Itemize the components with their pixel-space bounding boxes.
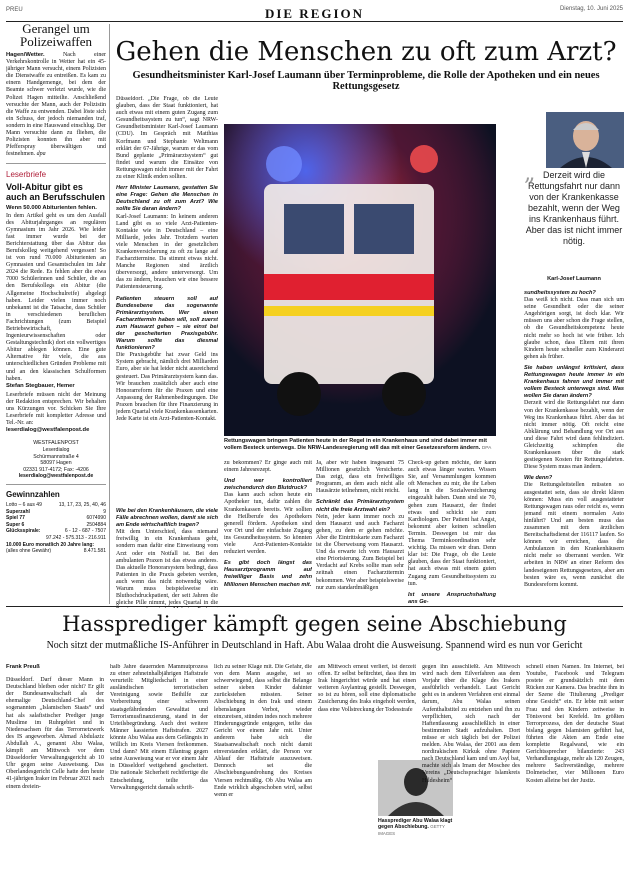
photo-caption (224, 438, 496, 452)
answer: Check-up gehen möchte, der kann auch etwas länger warten. Wissen Sie, auf Versammlungen kommen oft Menschen zu mir, die ihr Leben lang in die Sozialversicherung eingezahlt haben. Dann sind sie 70, gehen zum Hausarzt, der findet etwas und schickt sie zum Kardiologen. Der Patient hat Angst, bekommt aber keinen schnellen Termin. Deswegen ist mir das Thema Terminkoordination sehr wichtig. Da missen wir dran. Denn klar ist: Die Frage, ob die Leute glauben, dass der Staat funktioniert, hat auch etwas mit einem guten Zugang zum Gesundheitssystem zu tun. (408, 460, 496, 587)
divider (6, 484, 106, 485)
letters-kicker: Leserbriefe (6, 170, 47, 180)
answer: Die Rettungsleitstellen müssten so ausgestattet sein, dass sie direkt klären können: Muss ein voll ausgestatteter Rettungswagen raus oder reicht es, wenn jemand mit einem normalen Auto hinfährt? Und am besten muss das zusammen mit dem ärztlichen Bereitschaftsdienst der 116117 laufen. So können wir erreichen, dass die Ambulanzen in den Krankenhäusern nicht mehr so überrannt werden. Wir arbeiten in NRW an einer Reform des landeseigenen Rettungsgesetzes, aber am besten wäre es, wenn zunächst die Bundesreform kommt. (524, 482, 624, 588)
body: schnell einen Namen. Im Internet, bei Youtube, Facebook und Telegram postete er grundsätzlich mit dem Rücken zur Kamera. Das brachte ihm in der Szene die Titulierung „Prediger ohne Gesicht“ ein. Er lebte mit seiner Frau und den Kindern zeitweise in Tönisvorst bei Krefeld. Im größten Terrorprozess, den der deutsche Staat bislang gegen Islamisten geführt hat, führten die Akten am Ende eine komplette Regalwand, wie ein Gerichtssprecher bilanzierte: 243 Verhandlungstage, mehr als 120 Zeugen, mehrere Sachverständige, mehrere Dolmetscher, vier Millionen Euro Kosten alleine bei der Justiz. (526, 664, 624, 784)
photo-credit: GETTY IMAGES (378, 824, 445, 836)
column-divider (109, 24, 110, 604)
lotto-row: (alles ohne Gewähr) 8.471.581 (6, 548, 106, 555)
question: Und wer kontrolliert zwischendurch den Blutdruck? (224, 478, 312, 492)
caption-text: Hassprediger Abu Walaa klagt gegen Abschiebung. (378, 818, 453, 831)
minister-portrait (546, 112, 624, 168)
side-article-headline: Gerangel um Polizeiwaffen (20, 21, 92, 49)
answer: Nein, jeder kann immer noch zu dem Hausarzt und auch Facharzt gehen, zu dem er gehen möchte. Aber die Eintrittskarte zum Facharzt ist die Überweisung vom Hausarzt. Und da erwarte ich vom Hausarzt eine Priorisierung. Zum Beispiel bei Verdacht auf Krebs sollte man sehr zeitnah einen Facharzttermin bekommen. Wer aber beispielsweise nur zum standardmäßigen (316, 513, 404, 591)
portrait-illustration (546, 112, 624, 168)
answer: Karl-Josef Laumann: In keinem anderen Land gibt es so viele Arzt-Patienten-Kontakte wie in Deutschland – eine Milliarde, jedes Jahr. Trotzdem warten viele Menschen in der gesetzlichen Krankenversicherung zu oft zu lange auf Facharzttermine. Da stimmt etwas nicht. Manche Regionen sind ärztlich überversorgt, andere unterversorgt. Um das zu ändern, brauchen wir eine bessere Patientensteuerung. (116, 213, 218, 291)
second-col1 (6, 664, 104, 870)
body: am Mittwoch erneut verliert, ist derzeit offen. Er selbst befürchtet, dass ihm im Irak hingerichtet würde und hat einen weiteren Asylantrag gestellt. Deswegen, so ist zu hören, soll eine diplomatische Zusicherung des Iraks eingeholt werden, dass eine Vollstreckung der Todesstrafe (318, 664, 416, 713)
lotto-row: 10.000 Euro monatlich 20 Jahre lang: (6, 541, 95, 548)
letter-lead: Wenn 50.000 Abiturienten fehlen. (6, 205, 97, 212)
second-headline: Hassprediger kämpft gegen seine Abschiebung (62, 612, 567, 636)
main-col2 (224, 460, 312, 608)
issue-date: Dienstag, 10. Juni 2025 (559, 6, 623, 12)
answer: Derzeit wird die Rettungsfahrt nur dann von der Krankenkasse bezahlt, wenn der Weg ins Krankenhaus führt. Aber das ist nicht immer nötig. Oft reicht eine Abklärung und Behandlung vor Ort aus und diese Fahrt wird dann fehlindiziert. Gleichzeitig schimpfen die Krankenkassen über die stark gestiegenen Kosten für Rettungsfahrten. Diese System muss man ändern. (524, 400, 624, 471)
question: Schränkt das Primärarztsystem nicht die freie Arztwahl ein? (316, 499, 404, 513)
second-col6 (526, 664, 624, 870)
side-article-source: dpa (36, 151, 46, 158)
divider (6, 163, 106, 164)
second-col2 (110, 664, 208, 870)
main-subheadline: Gesundheitsminister Karl-Josef Laumann über Terminprobleme, die Rolle der Apotheken und ein neues Rettungsgesetz (132, 70, 600, 92)
photo-credit: DPA (481, 446, 492, 451)
answer: zu bekommen? Er ginge auch mit einem Jahresrezept. (224, 460, 312, 474)
answer: Mit dem Unterschied, dass niemand freiwillig in ein Krankenhaus geht, sondern man dafür eine Einweisung vom Arzt oder ein Notfall ist. Bei den ambulanten Praxen ist das etwas anderes. Das aktuelle Honorarsystem bedingt, dass Patienten in die Praxis gebeten werden, auch wenn das nicht notwendig wäre. Warum muss beispielsweise ein Bluthochdruckpatient, der seit Jahren die gleiche Pille nimmt, jedes Quartal in die (116, 529, 218, 607)
body: halb Jahre dauernden Mammutprozess zu einer zehneinhalbjährigen Haftstrafe verurteilt: Mitgliedschaft in einer ausländischen terroristischen Vereinigung sowie Beihilfe zur Vorbereitung einer schweren staatsgefährdenden Gewalttat und Terrorismusfinanzierung, stand in der Urteilsbegründung. Auch drei weitere Männer kassierten Haftstrafen. 2027 könnte Abu Walaa aus dem Gefängnis in Willich im Kreis Viersen freikommen. Und dann? Mit einem Eilantrag gegen seine Ausweisung war er vor einem Jahr in Düsseldorf weitgehend gescheitert. Die nationale Sicherheit rechtfertige die Entscheidung, teilte das Verwaltungsgericht damals schrift- (110, 664, 208, 791)
intro: Düsseldorf. „Die Frage, ob die Leute glauben, dass der Staat funktioniert, hat auch etwas mit einem guten Zugang zum Gesundheitssystem zu tun“, sagt NRW-Gesundheitsminister Karl-Josef Laumann (CDU). Im Gespräch mit Matthias Korfmann und Stephanie Weltmann erklärt der 67-Jährige, warum er das vom Bund geplante „Primärarztsystem“ gut findet und warum die Einsätze von Rettungswagen nicht immer mit der Fahrt zu einer Klinik enden sollten. (116, 96, 218, 181)
letter-author: Stefan Stegbauer, Hemer (6, 382, 75, 389)
lotto-row: Glücksspirale: 6 - 12 - 687 - 7507 (6, 528, 106, 535)
address-line: 02331 917-4172; Fax: -4206 (23, 466, 89, 473)
lotto-row: Superzahl 9 (6, 508, 106, 515)
question: Wie denn? (524, 475, 553, 482)
question: Herr Minister Laumann, gestatten Sie eine Frage: Gehen die Menschen in Deutschland zu oft zum Arzt? Wie sollte Sie daran ändern? (116, 185, 218, 213)
answer: Die Praxisgebühr hat zwar Geld ins System gebracht, nämlich drei Milliarden Euro, aber sie hat leider nicht ausreichend gesteuert. Das Primärarztsystem kann das. Wir brauchen zusätzlich aber auch eine Honorarreform für die Praxen und eine Anpassung der Rahmenbedingungen. Die Praxen brauchen für ihre Finanzierung in jedem Quartal viele Krankenkassenkarten. Jede Karte ist ein Arzt-Patienten-Kontakt. (116, 352, 218, 423)
lotto-row: Spiel 77 6074990 (6, 515, 106, 522)
caption-text: Rettungswagen bringen Patienten heute in der Regel in ein Krankenhaus und sind dabei immer mit vollem Besteck unterwegs. Die NRW-Landesregierung will das mit einer Gesetzesreform ändern. (224, 438, 487, 451)
pull-quote-source: Karl-Josef Laumann (547, 276, 601, 282)
letter-headline: Voll-Abitur gibt es auch an Berufsschulen (6, 182, 106, 203)
second-col5 (422, 664, 520, 870)
letter-email[interactable]: leserdialog@westfalenpost.de (6, 427, 90, 434)
question: Sie haben unlängst kritisiert, dass Rettungswagen heute immer in ein Krankenhaus fahren und immer mit vollem Besteck unterwegs sind. Was wollen Sie daran ändern? (524, 364, 624, 400)
side-article-body: Nach einer Verkehrskontrolle in Wetter hat ein 45-jähriger Mann versucht, einem Polizisten die Dienstwaffe zu entreißen. Es kam zu einem Handgemenge, bei dem der Beamte schwer verletzt wurde, wie die Polizei Hagen mitteilte. Anschließend versuchte der Mann, auch der Polizistin die Waffe zu entwenden. Dabei löste sich ein Schuss, der jedoch niemanden traf, sondern in eine Hauswand einschlug. Der Mann versuchte dann zu fliehen, die Polizisten konnten ihn aber mit Pfefferspray überwältigen und festnehmen. (6, 52, 106, 158)
question: sundheitssystem zu hoch? (524, 290, 596, 296)
ambulance-illustration (224, 124, 496, 436)
section-rule (6, 606, 623, 607)
second-subheadline: Noch sitzt der mutmaßliche IS-Anführer in Deutschland in Haft. Abu Walaa droht die Ausweisung. Spannend wird es nun vor Gericht (46, 640, 583, 651)
pull-quote-text: Derzeit wird die Rettungsfahrt nur dann von der Krankenkasse bezahlt, wenn der Weg ins Krankenhaus führt. Aber das ist nicht immer nötig. (525, 170, 623, 246)
lotto-row: 97.242 - 575.313 - 216.911 (46, 534, 106, 541)
answer: Das weiß ich nicht. Dass man sich um seine Gesundheit oder die seiner Angehörigen sorgt, ist doch klar. Wir müssen uns aber schon die Frage stellen, ob die Gesundheitskompetenz heute nicht mehr so hoch ist wie früher. Ich glaube schon, dass Eltern mit ihren Kindern heute schneller zum Kinderarzt gehen als früher. (524, 297, 624, 360)
lotto-title: Gewinnzahlen (6, 489, 60, 499)
main-headline: Gehen die Menschen zu oft zum Arzt? (115, 37, 617, 67)
page-label: PREU (6, 7, 23, 13)
letter-body: In dem Artikel geht es um den Ausfall des Abiturjahrganges an regulären Gymnasium im Jahr 2026. Wie leider fast immer wurde bei der Berichterstattung über das Abitur das Berufskolleg weitgehend vergessen! So ist von rund 70.000 Abiturienten an Gymnasien und Gesamtschulen im Jahr 2024 die Rede. Es fehlen aber die etwa 7000 Schülerinnen und Schüler, die an den Berufskollegs ein Abitur (die Allgemeine Hochschulreife) abgelegt haben. Leider vielen immer noch unbekannt ist die Tatsache, dass Schüler in verschiedenen beruflichen Fachrichtungen (zum Beispiel Betriebswirtschaft, Ingenieurwissenschaften oder Gestaltungstechnik) dort ein vollwertiges Abitur ablegen können. Eine gute Alternative für viele, die aus unterschiedlichen Gründen Probleme mit und an den klassischen Schulformen haben. (6, 212, 106, 382)
ambulance-photo (224, 124, 496, 436)
lotto-table (6, 502, 106, 555)
address-line: Leserdialog (42, 447, 70, 453)
address-line: Schürmannstraße 4 (33, 453, 79, 460)
address-line: 58097 Hagen (40, 460, 72, 467)
main-col3 (316, 460, 404, 608)
lotto-row: Lotto – 6 aus 49 13, 17, 23, 25, 40, 46 (6, 501, 106, 508)
side-article (6, 52, 106, 158)
second-col4 (318, 664, 416, 758)
second-col3 (214, 664, 312, 870)
question: Patienten steuern soll auf Bundesebene das sogenannte Primärarztsystem. Wer einen Facharzttermin haben will, soll zuerst zum Hausarzt gehen – sie einst bei der gescheiterten Praxisgebühr. Warum sollte das diesmal funktionieren? (116, 295, 218, 352)
question: Wie bei den Krankenhäusern, die viele Fälle abrechnen wollen, damit sie sich am Ende wirtschaftlich tragen? (116, 508, 218, 529)
question: Ist unsere Anspruchshaltung ans Ge- (408, 591, 496, 605)
lotto-row: Super 6 2504884 (6, 521, 106, 528)
answer: Das kann auch schon heute ein Apotheker tun, dafür zahlen die Krankenkassen bereits. Wir sollten die Heilberufe des Apothekers generell fördern. Apotheken sind vor Ort und der einfachste Zugang ins Gesundheitssystem. So könnten viele Arzt-Patienten-Kontakte reduziert werden. (224, 492, 312, 556)
address-block (6, 440, 106, 480)
letter-disclaimer: Leserbriefe müssen nicht der Meinung der Redaktion entsprechen. Wir behalten uns Kürzungen vor. Schicken Sie Ihre Leserbriefe mit kompletter Adresse und Tel.-Nr. an: (6, 391, 106, 427)
body: Düsseldorf. Darf dieser Mann in Deutschland bleiben oder nicht? Er gilt der Bundesanwaltschaft als der ehemalige Deutschland-Chef des sogenannten „Islamischen Staats“ und hat als salafistischer Prediger junge Muslime im Ruhrgebiet und in Niedersachsen für das Terrornetzwerk des IS angeworben. Ahmad Abdulaziz Abdullah A., genannt Abu Walaa, kämpft am Mittwoch vor dem Düsseldorfer Verwaltungsgericht ab 10 Uhr gegen seine Ausweisung. Das Oberlandesgericht Celle hatte den heute 41-jährigen Iraker im Februar 2021 nach einem dreiein- (6, 677, 104, 790)
main-col5 (524, 290, 624, 608)
address-email[interactable]: leserdialog@westfalenpost.de (18, 473, 94, 480)
section-title: DIE REGION (264, 6, 365, 21)
body: lich zu seiner Klage mit. Die Gefahr, die von dem Mann ausgehe, sei so schwerwiegend, dass selbst die Belange seiner sieben Kinder dahinter zurückstehen müssten. Seiner Abschiebung in den Irak und einem lebenslangen Verbot, wieder einzureisen, stünden indes noch mehrere Hinderungsgründe entgegen, teilte das Gericht vor einem Jahr mit. Unter anderem habe sich die Staatsanwaltschaft noch nicht damit einverstanden erklärt, die Person vor Ablauf der Haftstrafe auszuweisen. Dennoch sei die Abschiebungsandrohung des Kreises Viersen rechtmäßig. Ob Abu Walaa am Ende wirklich abgeschoben wird, selbst wenn er (214, 664, 312, 798)
body: gegen ihn ausschließt. Am Mittwoch wird nach dem Eilverfahren aus dem Vorjahr über die Klage des Irakers ausführlich verhandelt. Laut Gericht geht es in anderen Verfahren erst einmal darum, Abu Walaa seinen Aufenthaltstitel zu entziehen und ihn zu verpflichten, sich nach der Haftentlassung ausschließlich in einer bestimmten Stadt aufzuhalten. Dort müsse er sich täglich bei der Polizei melden. Abu Walaa, der 2001 aus dem nordirakischen Kirkuk ohne Papiere nach Deutschland kam und um Asyl bat, machte sich als Imam der Moschee des Vereins „Deutschsprachiger Islamkreis Hildesheim“ (422, 664, 520, 784)
main-col4 (408, 460, 496, 608)
address-line: WESTFALENPOST (33, 440, 79, 447)
main-col1-upper (116, 96, 218, 506)
quote-mark-icon: „ (524, 161, 536, 186)
question: Es gibt doch längst das Hausarztprogramm auf freiwilliger Basis und zehn Millionen Menschen machen mit. (224, 560, 312, 588)
answer: Ja, aber wir haben insgesamt 75 Millionen gesetzlich Versicherte. Das zeigt, dass ein freiwilliges Programm, an dem auch nicht alle Hausärzte teilnehmen, nicht reicht. (316, 460, 404, 495)
pull-quote (524, 161, 624, 247)
author: Frank Preuß (6, 664, 40, 670)
main-col1-lower (116, 508, 218, 608)
side-article-dateline: Hagen/Wetter. (6, 52, 45, 58)
